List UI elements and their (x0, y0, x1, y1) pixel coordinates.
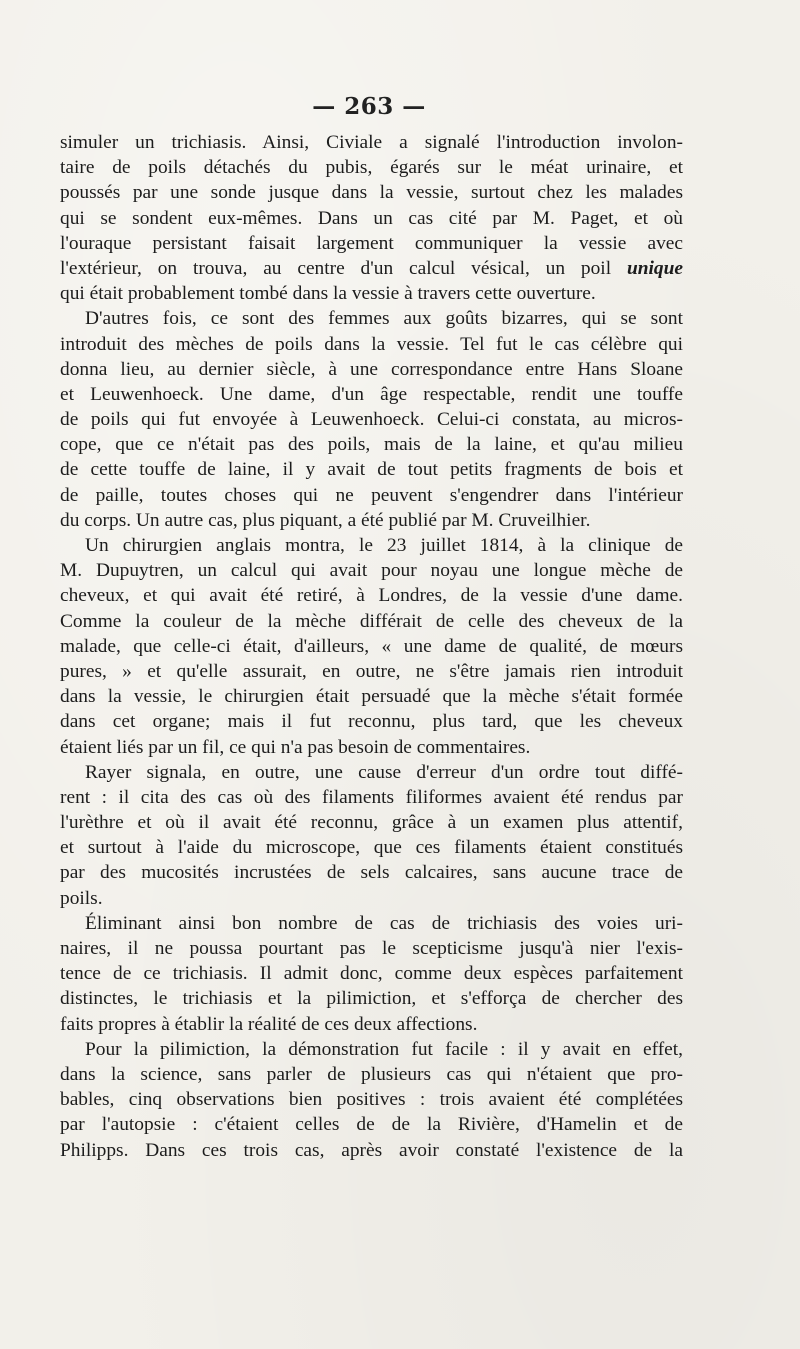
text-line-content: faits propres à établir la réalité de ces deux affections. (60, 1013, 478, 1035)
text-line (60, 231, 683, 256)
text-line (60, 735, 683, 760)
text-line (60, 961, 683, 986)
text-line (60, 155, 683, 180)
text-line (60, 810, 683, 835)
text-line (60, 684, 683, 709)
text-line-content: M. Dupuytren, un calcul qui avait pour noyau une longue mèche de (60, 560, 683, 582)
text-line-content: dans cet organe; mais il fut reconnu, plus tard, que les cheveux (60, 711, 683, 733)
text-line (60, 936, 683, 961)
text-line-content: étaient liés par un fil, ce qui n'a pas besoin de commentaires. (60, 736, 531, 758)
text-line-content: Rayer signala, en outre, une cause d'erreur d'un ordre tout diffé- (85, 761, 683, 783)
emphasized-word: unique (626, 257, 683, 279)
text-line (60, 785, 683, 810)
text-line (60, 533, 683, 558)
text-line-content: l'extérieur, on trouva, au centre d'un calcul vésical, un poil (60, 257, 612, 279)
text-line (60, 860, 683, 885)
text-line-content: poussés par une sonde jusque dans la vessie, surtout chez les malades (60, 182, 683, 204)
text-line-content: rent : il cita des cas où des filaments filiformes avaient été rendus par (60, 786, 683, 808)
text-line-content: dans la vessie, le chirurgien était persuadé que la mèche s'était formée (60, 686, 683, 708)
text-line-content: de paille, toutes choses qui ne peuvent s'engendrer dans l'intérieur (60, 484, 683, 506)
text-line-content: malade, que celle-ci était, d'ailleurs, « une dame de qualité, de mœurs (60, 635, 683, 657)
text-line (60, 835, 683, 860)
text-line (60, 1062, 683, 1087)
text-line (60, 180, 683, 205)
text-line (60, 457, 683, 482)
text-line-content: qui était probablement tombé dans la vessie à travers cette ouverture. (60, 283, 596, 305)
text-line-content: qui se sondent eux-mêmes. Dans un cas cité par M. Paget, et où (60, 207, 683, 229)
text-line-content: Pour la pilimiction, la démonstration fut facile : il y avait en effet, (85, 1038, 683, 1060)
text-line-content: cheveux, et qui avait été retiré, à Londres, de la vessie d'une dame. (60, 585, 683, 607)
text-line (60, 1087, 683, 1112)
text-line-content: dans la science, sans parler de plusieurs cas qui n'étaient que pro- (60, 1063, 683, 1085)
text-line (60, 1037, 683, 1062)
text-line (60, 357, 683, 382)
text-line-content: donna lieu, au dernier siècle, à une correspondance entre Hans Sloane (60, 358, 683, 380)
body-text (60, 130, 683, 1163)
text-line (60, 709, 683, 734)
text-line-content: Philipps. Dans ces trois cas, après avoir constaté l'existence de la (60, 1139, 683, 1161)
text-line (60, 609, 683, 634)
text-line (60, 659, 683, 684)
text-line-content: cope, que ce n'était pas des poils, mais de la laine, et qu'au milieu (60, 434, 683, 456)
text-line (60, 634, 683, 659)
text-line (60, 483, 683, 508)
text-line (60, 306, 683, 331)
text-line (60, 206, 683, 231)
text-line-content: simuler un trichiasis. Ainsi, Civiale a signalé l'introduction involon- (60, 132, 683, 153)
text-line-content: et Leuwenhoeck. Une dame, d'un âge respectable, rendit une touffe (60, 383, 683, 405)
text-line-content: par l'autopsie : c'étaient celles de de la Rivière, d'Hamelin et de (60, 1114, 683, 1136)
text-line (60, 986, 683, 1011)
text-line-content: de poils qui fut envoyée à Leuwenhoeck. Celui-ci constata, au micros- (60, 409, 683, 431)
text-line-content: pures, » et qu'elle assurait, en outre, ne s'être jamais rien introduit (60, 660, 683, 682)
text-line-content: naires, il ne poussa pourtant pas le scepticisme jusqu'à nier l'exis- (60, 938, 683, 959)
text-line-content: taire de poils détachés du pubis, égarés sur le méat urinaire, et (60, 157, 683, 179)
text-line-content: et surtout à l'aide du microscope, que ces filaments étaient constitués (60, 837, 683, 859)
text-line-content: Éliminant ainsi bon nombre de cas de trichiasis des voies uri- (85, 912, 683, 934)
text-line (60, 1138, 683, 1163)
text-line (60, 407, 683, 432)
text-line (60, 760, 683, 785)
text-line (60, 1012, 683, 1037)
text-line-content: par des mucosités incrustées de sels calcaires, sans aucune trace de (60, 862, 683, 884)
text-line-content: de cette touffe de laine, il y avait de tout petits fragments de bois et (60, 459, 683, 481)
text-line (60, 256, 683, 281)
text-line-content: Comme la couleur de la mèche différait de celle des cheveux de la (60, 610, 683, 632)
text-line-content: bables, cinq observations bien positives : trois avaient été complétées (60, 1089, 683, 1111)
text-line-content: l'ouraque persistant faisait largement communiquer la vessie avec (60, 232, 683, 254)
text-line-content: tence de ce trichiasis. Il admit donc, comme deux espèces parfaitement (60, 963, 683, 985)
text-line (60, 886, 683, 911)
text-line (60, 130, 683, 155)
text-line-content: poils. (60, 887, 103, 909)
text-line (60, 508, 683, 533)
text-line (60, 382, 683, 407)
text-line (60, 583, 683, 608)
text-line-content: D'autres fois, ce sont des femmes aux goûts bizarres, qui se sont (85, 308, 683, 330)
text-line-content: du corps. Un autre cas, plus piquant, a été publié par M. Cruveilhier. (60, 509, 591, 531)
text-line-content: introduit des mèches de poils dans la vessie. Tel fut le cas célèbre qui (60, 333, 683, 355)
text-line (60, 558, 683, 583)
text-line (60, 281, 683, 306)
text-line-content: distinctes, le trichiasis et la pilimiction, et s'efforça de chercher des (60, 988, 683, 1010)
text-line (60, 332, 683, 357)
text-line (60, 1112, 683, 1137)
text-line (60, 911, 683, 936)
text-line (60, 432, 683, 457)
page-number: — 263 — (312, 93, 426, 120)
text-line-content: l'urèthre et où il avait été reconnu, grâce à un examen plus attentif, (60, 812, 683, 834)
text-line-content: Un chirurgien anglais montra, le 23 juillet 1814, à la clinique de (85, 535, 683, 556)
